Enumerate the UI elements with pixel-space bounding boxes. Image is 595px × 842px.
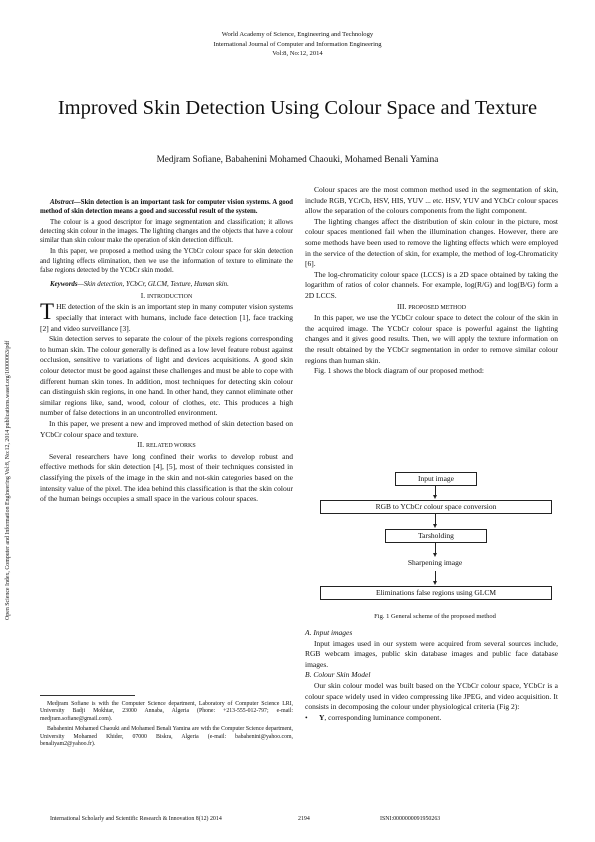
right-p1: Colour spaces are the most common method used in the segmentation of skin, include RGB, YCrCb, HSV, HIS, YUV ... etc. HSV, YUV and YCbCr colour spaces allow the separation of the colours components from the light component. xyxy=(305,185,558,216)
side-margin-text xyxy=(5,260,17,620)
paper-title: Improved Skin Detection Using Colour Space and Texture xyxy=(57,97,538,119)
section-heading-proposed-method: III. PROPOSED METHOD xyxy=(396,301,467,311)
keywords-label: Keywords xyxy=(50,280,78,288)
authors: Medjram Sofiane, Babahenini Mohamed Chaouki, Mohamed Benali Yamina xyxy=(156,154,439,164)
abstract-p1: —Skin detection is an important task for computer vision systems. A good method of skin detection means a good and successful result of the system. xyxy=(40,199,293,216)
intro-p3: In this paper, we present a new and improved method of skin detection based on YCbCr colour space and texture. xyxy=(40,418,293,439)
abstract-p2: The colour is a good descriptor for image segmentation and classification; it allows detecting skin colour in the images. The lighting changes and the objects that have a colour similar than skin colour make the operation of skin detection difficult. xyxy=(40,219,293,245)
drop-cap: T xyxy=(40,299,55,325)
footer-issn: ISNI:0000000091950263 xyxy=(380,816,441,822)
right-p7: Our skin colour model was built based on the YCbCr colour space, YCbCr is a colour space widely used in video compressing like JPEG, and video acquisition. It consists in decomposing the colour under physiological criteria (Fig 2): xyxy=(305,680,558,712)
arrow-2 xyxy=(435,514,436,525)
side-text: Open Science Index, Computer and Information Engineering Vol:8, No:12, 2014 publications.waset.org/10000063/pdf xyxy=(5,340,11,620)
box-rgb-to-ycbcr: RGB to YCbCr colour space conversion xyxy=(320,500,552,514)
box-input-image: Input image xyxy=(395,472,477,486)
footnote-1: Medjram Sofiane is with the Computer Science department, Laboratory of Computer Science LRI, University Badji Mokhtar, 23000 Annaba, Algeria (Phone: +213-555-012-797; e-mail: medjram.sofiane@gmail.com). xyxy=(40,701,293,722)
box-eliminate-false-regions: Eliminations false regions using GLCM xyxy=(320,586,552,600)
abstract-label: Abstract xyxy=(50,199,74,206)
section-heading-related-works: II. RELATED WORKS xyxy=(137,440,196,450)
bullet-y-component: • Y, corresponding luminance component. xyxy=(305,713,558,724)
right-p3: The log-chromaticity colour space (LCCS) is a 2D space obtained by taking the logarithm of ratios of color channels. For example, log(R/G) and log(B/G) form a 2D LCCS. xyxy=(305,269,558,300)
footer-journal: International Scholarly and Scientific Research & Innovation 8(12) 2014 xyxy=(50,816,222,822)
journal-line-2: International Journal of Computer and Information Engineering xyxy=(213,40,382,48)
subheading-colour-skin-model: B. Colour Skin Model xyxy=(305,670,371,680)
footnote-rule xyxy=(40,695,135,696)
right-column-bottom xyxy=(305,628,558,723)
keywords-text: —Skin detection, YCbCr, GLCM, Texture, Human skin. xyxy=(77,280,229,288)
arrow-4 xyxy=(435,571,436,582)
abstract-p3: In this paper, we proposed a method using the YCbCr colour space for skin detection and lighting effects elimination, then we use the information of texture to eliminate the false regions detected by the YCbCr skin model. xyxy=(40,248,293,274)
block-diagram xyxy=(310,470,560,605)
arrow-1 xyxy=(435,486,436,496)
journal-line-1: World Academy of Science, Engineering and Technology xyxy=(221,31,374,38)
journal-header xyxy=(0,30,595,59)
arrow-3 xyxy=(435,543,436,554)
right-p4: In this paper, we use the YCbCr colour space to detect the colour of the skin in the acquired image. The YCbCr colour space is powerful against the lighting changes and it gives good results. Then, we will apply the texture information on the result obtained by the YCbCr segmentation in order to remove similar colour regions than human skin. xyxy=(305,313,558,365)
right-p6: Input images used in our system were acquired from several sources include, RGB webcam images, public skin database images and public face database images. xyxy=(305,638,558,669)
right-p2: The lighting changes affect the distribution of skin colour in the picture, most colour spaces mentioned fail when the illumination changes. However, there are some methods have been used to remove the lighting effects which were employed in the service of the detection of skin, for example, the method of log-Chromaticity [6]. xyxy=(305,216,558,269)
subheading-input-images: A. Input images xyxy=(305,628,353,637)
label-sharpening: Sharpening image xyxy=(407,558,463,567)
related-p1: Several researchers have long confined their works to develop robust and effective methods for skin detection [4], [5], most of their techniques consisted in classifying the pixels of the image in the skin and not-skin categories based on the intensity value of the pixel. The idea behind this classification is that the skin colour of the human beings occupies a small space in the various colour spaces. xyxy=(40,451,293,504)
figure-caption: Fig. 1 General scheme of the proposed method xyxy=(374,613,496,620)
right-column-top xyxy=(305,185,558,377)
box-thresholding: Tarsholding xyxy=(385,529,487,543)
intro-p1: THE detection of the skin is an important step in many computer vision systems specially that interact with humans, include face detection [1], face tracking [2] and video surveillance [3]. xyxy=(40,299,293,333)
right-p5: Fig. 1 shows the block diagram of our proposed method: xyxy=(314,366,484,376)
footer-page-number: 2194 xyxy=(298,816,310,822)
left-column xyxy=(40,198,293,505)
footnote-2: Babahenini Mohamed Chaouki and Mohamed Benali Yamina are with the Computer Science department, University Mohamed Khider, 07000 Biskra, Algeria (e-mail: babahenini@yahoo.com, benaliyam2@yahoo.fr). xyxy=(40,726,293,748)
abstract xyxy=(40,198,293,289)
intro-p2: Skin detection serves to separate the colour of the pixels regions corresponding to human skin. The colour generally is defined as a low level feature robust against occlusion, sensitive to variations of light and devices acquisitions. A good skin colour detector must be good against these challenges and must be able to cope with different human skin tones. In addition, most techniques for detecting skin colour can distinguish skin regions, in one hand. In other hand, they cannot eliminate other similar regions like, sand, wood, colour of clothes, etc. This produces a high number of false detections in an uncontrolled environment. xyxy=(40,334,293,418)
footnotes xyxy=(40,701,293,751)
section-heading-introduction: I. INTRODUCTION xyxy=(140,290,193,300)
journal-line-3: Vol:8, No:12, 2014 xyxy=(272,50,323,57)
